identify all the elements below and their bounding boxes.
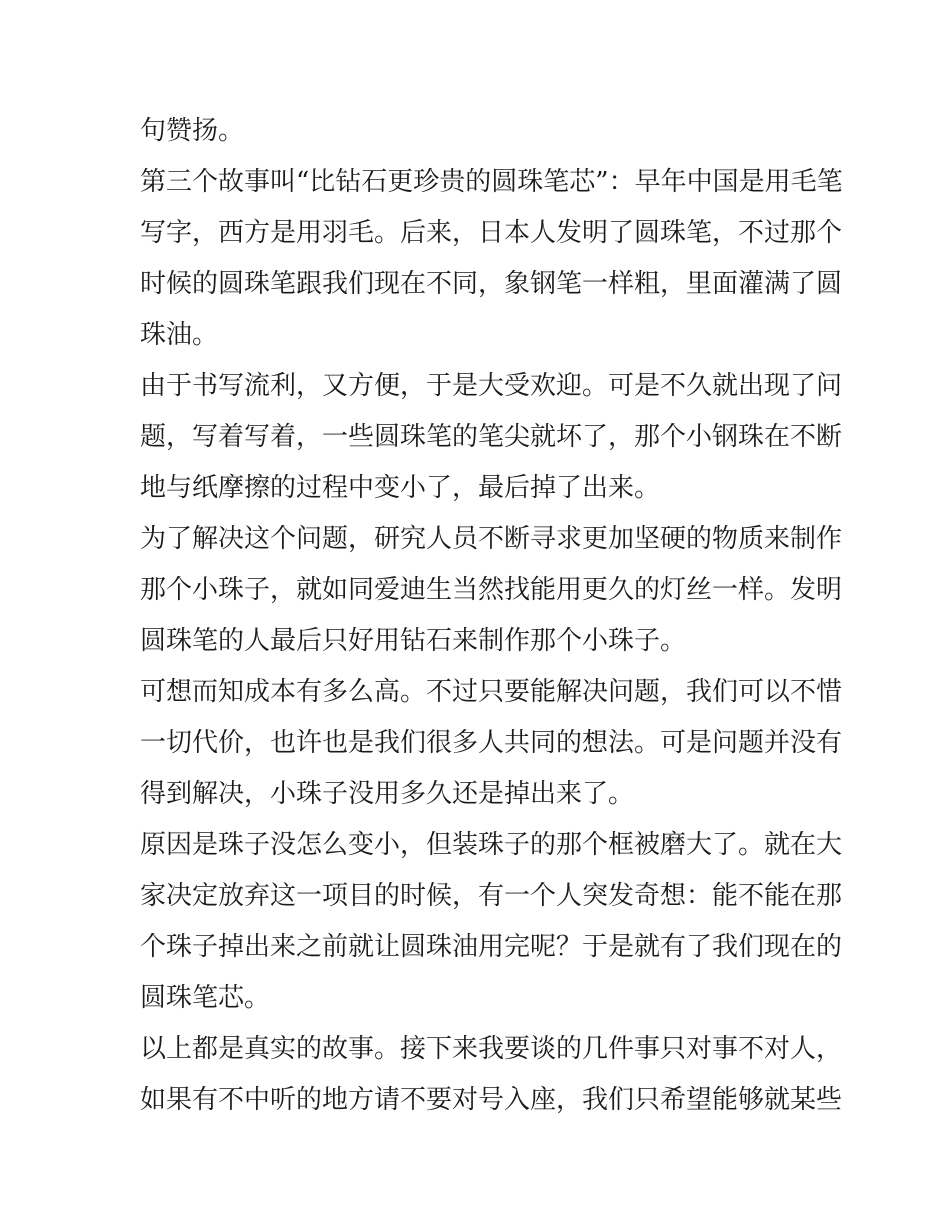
text-line: 由于书写流利，又方便，于是大受欢迎。可是不久就出现了问	[140, 371, 843, 401]
document-body	[140, 106, 843, 1126]
text-line: 句赞扬。	[140, 116, 245, 146]
text-line: 圆珠笔的人最后只好用钻石来制作那个小珠子。	[140, 626, 687, 656]
text-line: 原因是珠子没怎么变小，但装珠子的那个框被磨大了。就在大	[140, 830, 843, 860]
text-line: 家决定放弃这一项目的时候，有一个人突发奇想：能不能在那	[140, 881, 843, 911]
text-line: 为了解决这个问题，研究人员不断寻求更加坚硬的物质来制作	[140, 524, 843, 554]
text-line: 圆珠笔芯。	[140, 983, 271, 1013]
text-line: 珠油。	[140, 320, 219, 350]
text-line: 一切代价，也许也是我们很多人共同的想法。可是问题并没有	[140, 728, 843, 758]
text-line: 得到解决，小珠子没用多久还是掉出来了。	[140, 779, 635, 809]
text-line: 题，写着写着，一些圆珠笔的笔尖就坏了，那个小钢珠在不断	[140, 422, 843, 452]
text-line: 可想而知成本有多么高。不过只要能解决问题，我们可以不惜	[140, 677, 843, 707]
text-line: 如果有不中听的地方请不要对号入座，我们只希望能够就某些	[140, 1085, 843, 1115]
text-line: 写字，西方是用羽毛。后来，日本人发明了圆珠笔，不过那个	[140, 218, 843, 248]
text-line: 以上都是真实的故事。接下来我要谈的几件事只对事不对人，	[140, 1034, 843, 1064]
text-line: 第三个故事叫“比钻石更珍贵的圆珠笔芯”：早年中国是用毛笔	[140, 167, 843, 197]
text-line: 个珠子掉出来之前就让圆珠油用完呢？于是就有了我们现在的	[140, 932, 843, 962]
text-line: 那个小珠子，就如同爱迪生当然找能用更久的灯丝一样。发明	[140, 575, 843, 605]
text-line: 时候的圆珠笔跟我们现在不同，象钢笔一样粗，里面灌满了圆	[140, 269, 843, 299]
text-line: 地与纸摩擦的过程中变小了，最后掉了出来。	[140, 473, 661, 503]
